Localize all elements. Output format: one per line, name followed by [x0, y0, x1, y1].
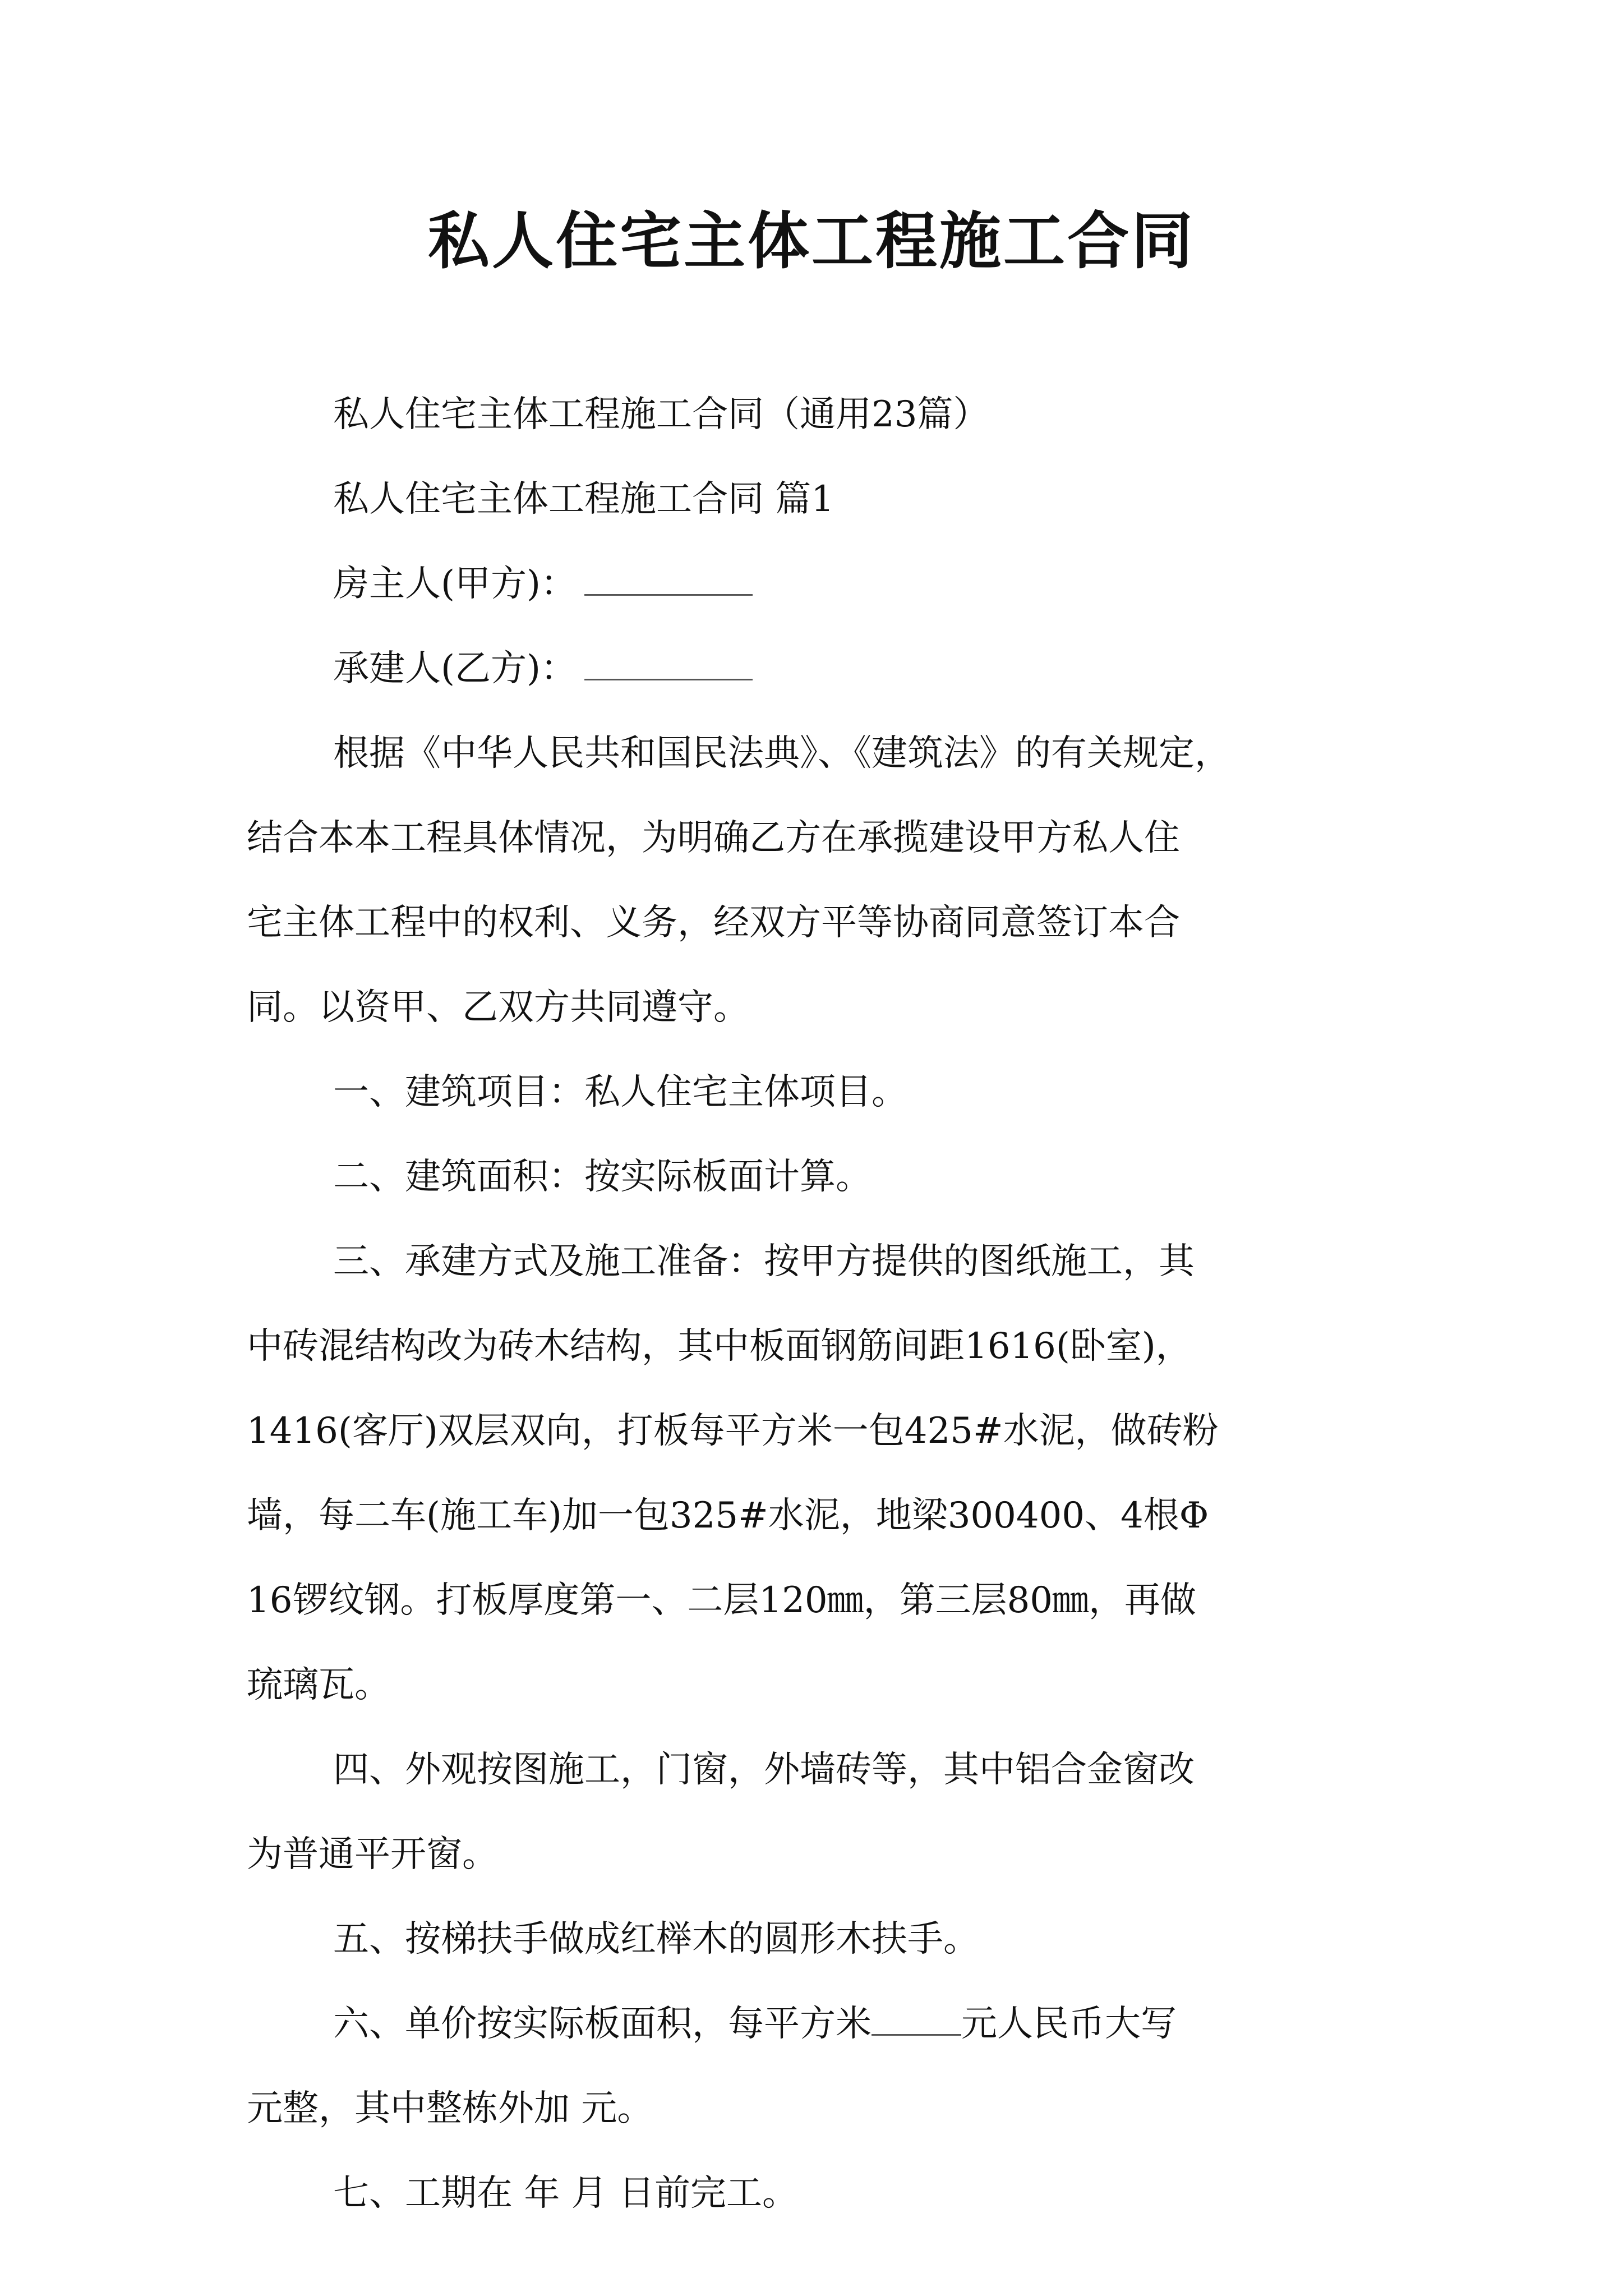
preamble-line: 宅主体工程中的权利、义务，经双方平等协商同意签订本合 [247, 902, 1180, 944]
party-b-blank [584, 650, 753, 680]
clause-3-line: 中砖混结构改为砖木结构，其中板面钢筋间距1616(卧室)， [247, 1326, 1192, 1367]
clause-5 [247, 1897, 1391, 1982]
clause-3-line: 墙，每二车(施工车)加一包325#水泥，地梁300400、4根Φ [247, 1495, 1209, 1536]
clause-2-line: 二、建筑面积：按实际板面计算。 [333, 1156, 872, 1198]
section-heading-line: 私人住宅主体工程施工合同 篇1 [333, 478, 834, 520]
clause-4-line: 为普通平开窗。 [247, 1834, 498, 1875]
clause-3-line: 1416(客厅)双层双向，打板每平方米一包425#水泥，做砖粉 [247, 1410, 1219, 1452]
clause-3 [247, 1220, 1391, 1728]
clause-1 [247, 1050, 1391, 1135]
preamble-line: 结合本本工程具体情况，为明确乙方在承揽建设甲方私人住 [247, 817, 1180, 859]
clause-4-line: 四、外观按图施工，门窗，外墙砖等，其中铝合金窗改 [333, 1749, 1195, 1791]
preamble-paragraph [247, 711, 1391, 1050]
contract-subtitle [247, 372, 1391, 457]
clause-5-line: 五、按梯扶手做成红榉木的圆形木扶手。 [333, 1918, 979, 1960]
clause-4 [247, 1728, 1391, 1897]
unit-price-blank [872, 2005, 961, 2036]
clause-1-line: 一、建筑项目：私人住宅主体项目。 [333, 1071, 907, 1113]
clause-3-line: 三、承建方式及施工准备：按甲方提供的图纸施工，其 [333, 1241, 1195, 1282]
document-body [247, 372, 1391, 2236]
clause-3-line: 琉璃瓦。 [247, 1664, 390, 1706]
party-a-label: 房主人(甲方)： [333, 563, 577, 605]
party-b-label: 承建人(乙方)： [333, 648, 577, 689]
party-a-blank [584, 565, 753, 596]
clause-6 [247, 1982, 1391, 2151]
section-heading [247, 457, 1391, 542]
party-a-line [247, 542, 1391, 627]
party-b-field [247, 627, 1391, 711]
clause-3-line: 16锣纹钢。打板厚度第一、二层120㎜，第三层80㎜，再做 [247, 1580, 1197, 1621]
party-a-field [247, 542, 1391, 627]
clause-2 [247, 1135, 1391, 1220]
clause-6-text-part2: 元人民币大写 [961, 2003, 1177, 2045]
clause-7-line: 七、工期在 年 月 日前完工。 [333, 2173, 799, 2214]
clause-6-text-part1: 六、单价按实际板面积，每平方米 [333, 2003, 872, 2045]
clause-6-line: 元整，其中整栋外加 元。 [247, 2088, 653, 2129]
preamble-line: 同。以资甲、乙双方共同遵守。 [247, 987, 749, 1028]
clause-7 [247, 2151, 1391, 2236]
preamble-line: 根据《中华人民共和国民法典》、《建筑法》的有关规定， [333, 733, 1230, 774]
party-b-line [247, 627, 1391, 711]
subtitle-line: 私人住宅主体工程施工合同（通用23篇） [333, 394, 989, 435]
document-title: 私人住宅主体工程施工合同 [428, 205, 1195, 277]
clause-6-line [247, 1982, 1391, 2067]
